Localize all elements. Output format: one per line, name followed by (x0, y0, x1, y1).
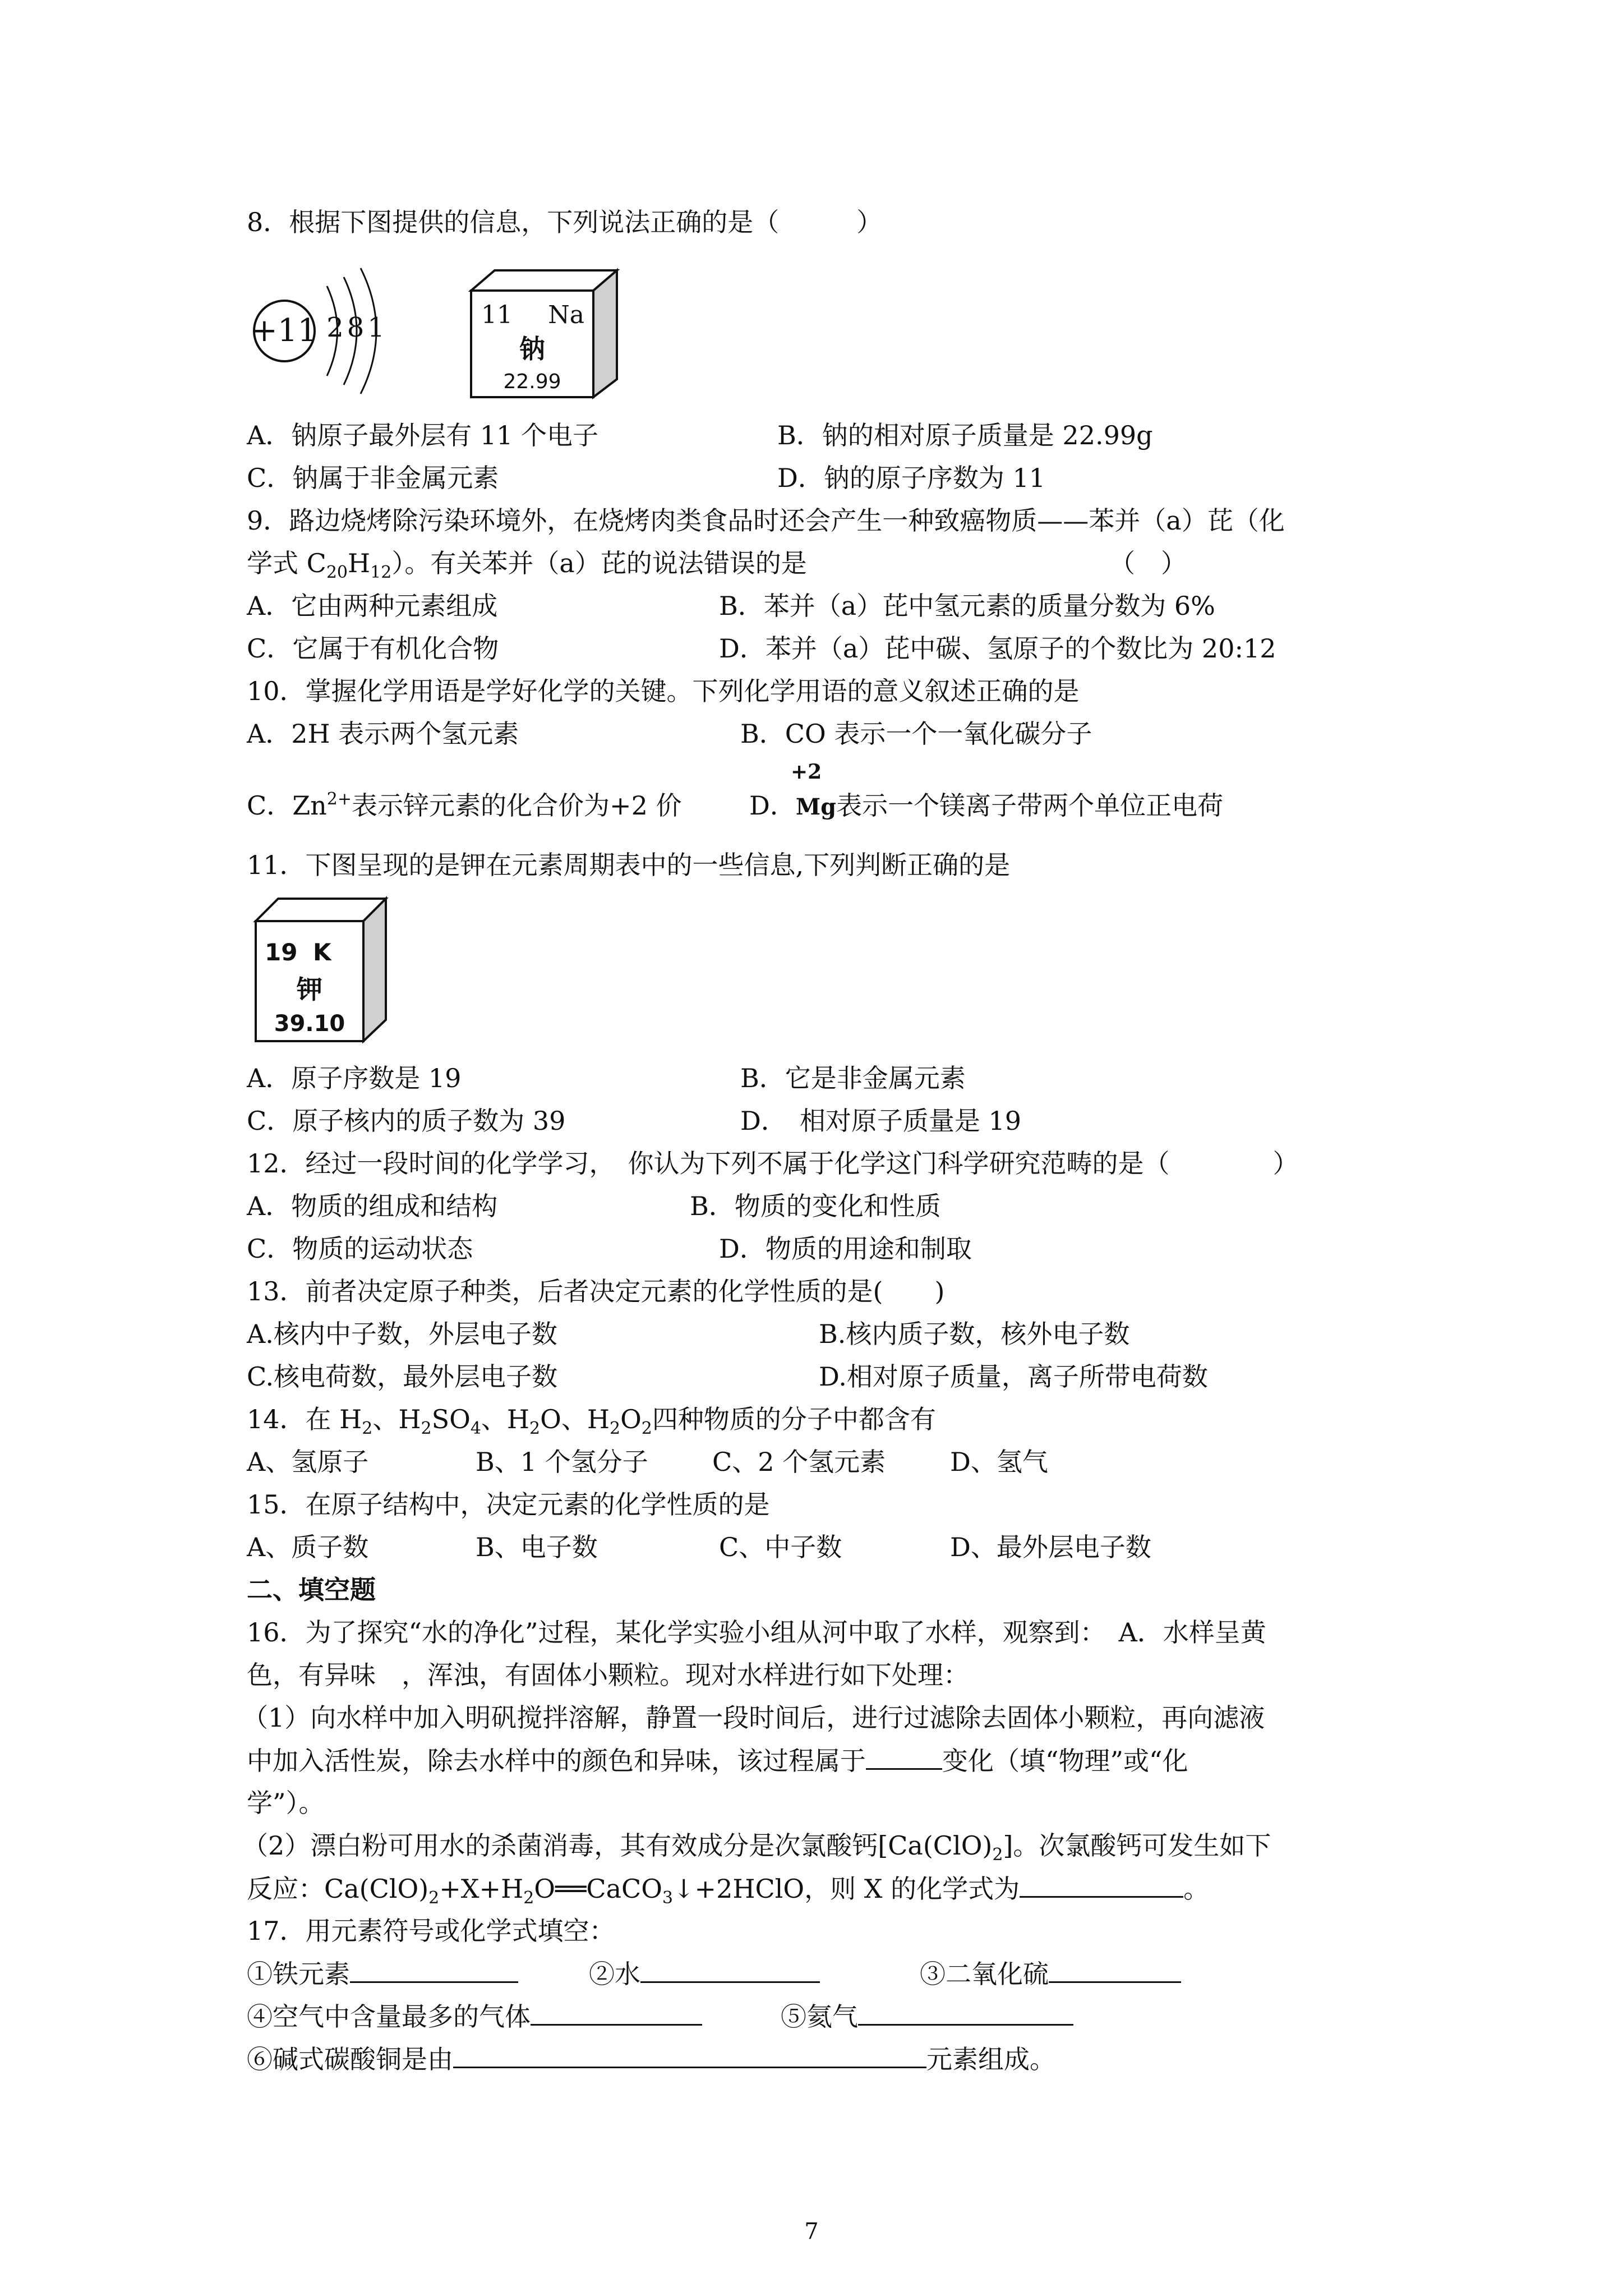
q16-line7 (247, 1871, 1209, 1906)
q14-t1: 、H (372, 1404, 421, 1434)
q11-option-c: C．原子核内的质子数为 39 (247, 1106, 566, 1136)
q10-d-post: 表示一个镁离子带两个单位正电荷 (836, 790, 1224, 821)
q14-t0: 14．在 H (247, 1404, 362, 1434)
q14-s3: 4 (470, 1419, 481, 1438)
q16-l7-a: 反应：Ca(ClO) (247, 1874, 429, 1904)
q17-item-2 (589, 1957, 820, 1991)
atom-nucleus-label: +11 (251, 312, 318, 349)
q16-l4-pre: 中加入活性炭，除去水样中的颜色和异味，该过程属于 (247, 1746, 866, 1776)
q17-item-5 (781, 1999, 1073, 2033)
q16-line2: 色，有异味 ，浑浊，有固体小颗粒。现对水样进行如下处理： (247, 1660, 969, 1690)
q10-d-sym: Mg (795, 794, 837, 820)
q16-l7-end: 。 (1183, 1874, 1210, 1904)
q10-c-pre: C．Zn (247, 790, 327, 821)
q8-option-a: A．钠原子最外层有 11 个电子 (247, 420, 598, 450)
q14-t2: SO (431, 1404, 471, 1434)
q17-blank-4[interactable] (531, 1999, 702, 2026)
q16-line1: 16．为了探究“水的净化”过程，某化学实验小组从河中取了水样，观察到： A．水样呈黄 (247, 1617, 1266, 1648)
q15-option-b: B、电子数 (476, 1532, 598, 1562)
q17-item-1 (247, 1957, 518, 1991)
q16-l6-post: ]。次氯酸钙可发生如下 (1003, 1830, 1271, 1861)
q17-blank-1[interactable] (350, 1957, 518, 1983)
q17-i5-label: ⑤氦气 (781, 2001, 858, 2032)
page-number: 7 (804, 2219, 819, 2244)
q10-option-a: A．2H 表示两个氢元素 (247, 719, 519, 749)
q12-stem: 12．经过一段时间的化学学习， 你认为下列不属于化学这门科学研究范畴的是（ ） (247, 1148, 1299, 1179)
sodium-symbol: Na (548, 301, 584, 329)
q13-option-a: A.核内中子数，外层电子数 (247, 1319, 557, 1349)
q16-l7-s2: 2 (523, 1888, 534, 1908)
q17-blank-6[interactable] (453, 2042, 926, 2068)
q17-i3-label: ③二氧化硫 (920, 1959, 1049, 1989)
q9-stem-line2 (247, 546, 807, 580)
q10-option-c (247, 789, 681, 822)
q13-option-c: C.核电荷数，最外层电子数 (247, 1361, 558, 1392)
q14-s1: 2 (362, 1419, 373, 1438)
q17-blank-3[interactable] (1049, 1957, 1181, 1983)
q17-stem: 17．用元素符号或化学式填空： (247, 1916, 615, 1946)
q17-item-4 (247, 1999, 702, 2033)
q17-i4-label: ④空气中含量最多的气体 (247, 2001, 531, 2032)
q14-s4: 2 (529, 1419, 541, 1438)
q17-i2-label: ②水 (589, 1959, 640, 1989)
q10-d-charge: +2 (791, 760, 822, 784)
sodium-mass: 22.99 (503, 370, 561, 393)
q9-stem-post: ）。有关苯并（a）芘的说法错误的是 (391, 548, 807, 578)
q10-option-d (749, 789, 1223, 824)
q16-l6-pre: （2）漂白粉可用水的杀菌消毒，其有效成分是次氯酸钙[Ca(ClO) (242, 1830, 993, 1861)
q14-option-a: A、氢原子 (247, 1447, 369, 1477)
q14-s2: 2 (421, 1419, 432, 1438)
sodium-name: 钠 (519, 334, 545, 364)
q15-option-a: A、质子数 (247, 1532, 369, 1562)
potassium-number: 19 (265, 938, 298, 966)
q17-i1-label: ①铁元素 (247, 1959, 350, 1989)
q10-d-pre: D． (749, 790, 796, 821)
q12-option-b: B．物质的变化和性质 (690, 1191, 941, 1221)
q9-sub-20: 20 (326, 563, 348, 582)
q14-post: 四种物质的分子中都含有 (652, 1404, 936, 1434)
q14-t5: O (620, 1404, 642, 1434)
q9-sub-12: 12 (370, 563, 392, 582)
q16-blank-2[interactable] (1020, 1871, 1183, 1898)
q8-stem: 8．根据下图提供的信息，下列说法正确的是（ ） (247, 207, 883, 237)
q10-c-sup: 2+ (326, 789, 352, 809)
q16-line4 (247, 1743, 1188, 1778)
q12-option-c: C．物质的运动状态 (247, 1234, 473, 1264)
sodium-atom-diagram (250, 259, 407, 399)
q14-t4: O、H (540, 1404, 610, 1434)
q9-answer-paren: （ ） (1109, 548, 1187, 578)
q16-line3: （1）向水样中加入明矾搅拌溶解，静置一段时间后，进行过滤除去固体小颗粒，再向滤液 (242, 1703, 1265, 1733)
q17-blank-2[interactable] (640, 1957, 820, 1983)
q14-option-c: C、2 个氢元素 (712, 1447, 886, 1477)
q9-stem-pre: 学式 C (247, 548, 326, 578)
q11-option-b: B．它是非金属元素 (740, 1063, 966, 1093)
q10-option-b: B．CO 表示一个一氧化碳分子 (740, 719, 1092, 749)
q12-option-d: D．物质的用途和制取 (719, 1234, 972, 1264)
q14-s6: 2 (641, 1419, 652, 1438)
q15-option-d: D、最外层电子数 (950, 1532, 1151, 1562)
q16-l7-s1: 2 (428, 1888, 440, 1908)
q15-stem: 15．在原子结构中，决定元素的化学性质的是 (247, 1489, 770, 1520)
sodium-number: 11 (481, 301, 513, 329)
q17-item-6 (247, 2042, 1055, 2076)
q14-t3: 、H (481, 1404, 530, 1434)
q16-l7-b: +X+H (439, 1874, 524, 1904)
q16-l7-c: O══CaCO (534, 1874, 662, 1904)
q10-c-post: 表示锌元素的化合价为+2 价 (352, 790, 682, 821)
q17-item-3 (920, 1957, 1181, 1991)
q13-option-d: D.相对原子质量，离子所带电荷数 (819, 1361, 1208, 1392)
q9-option-a: A．它由两种元素组成 (247, 591, 498, 621)
q10-stem: 10．掌握化学用语是学好化学的关键。下列化学用语的意义叙述正确的是 (247, 676, 1080, 706)
q8-option-b: B．钠的相对原子质量是 22.99g (777, 420, 1153, 450)
q8-option-d: D．钠的原子序数为 11 (777, 463, 1046, 493)
q11-option-d: D． 相对原子质量是 19 (740, 1106, 1022, 1136)
potassium-element-card (251, 894, 397, 1045)
q9-stem-line1: 9．路边烧烤除污染环境外，在烧烤肉类食品时还会产生一种致癌物质——苯并（a）芘（化 (247, 505, 1285, 536)
q17-i6-post: 元素组成。 (926, 2044, 1055, 2074)
sodium-element-card (465, 267, 634, 402)
q11-option-a: A．原子序数是 19 (247, 1063, 462, 1093)
q12-option-a: A．物质的组成和结构 (247, 1191, 498, 1221)
q9-h: H (348, 548, 371, 578)
potassium-name: 钾 (297, 974, 322, 1005)
q16-line5: 学”）。 (247, 1788, 325, 1818)
q17-i6-pre: ⑥碱式碳酸铜是由 (247, 2044, 453, 2074)
q16-l7-d: ↓+2HClO，则 X 的化学式为 (673, 1874, 1020, 1904)
q15-option-c: C、中子数 (719, 1532, 842, 1562)
q14-option-b: B、1 个氢分子 (476, 1447, 648, 1477)
q16-blank-1[interactable] (866, 1743, 942, 1770)
potassium-mass: 39.10 (274, 1011, 345, 1037)
q16-line6 (242, 1829, 1271, 1865)
q16-l7-s3: 3 (662, 1888, 674, 1908)
section-heading: 二、填空题 (247, 1575, 376, 1605)
q8-option-c: C．钠属于非金属元素 (247, 463, 499, 493)
q13-option-b: B.核内质子数，核外电子数 (819, 1319, 1130, 1349)
q9-option-b: B．苯并（a）芘中氢元素的质量分数为 6% (719, 591, 1215, 621)
q9-option-c: C．它属于有机化合物 (247, 633, 499, 664)
q16-l6-sub: 2 (992, 1845, 1003, 1865)
q17-blank-5[interactable] (858, 1999, 1073, 2026)
potassium-symbol: K (313, 938, 331, 966)
q14-stem (247, 1402, 936, 1436)
q9-option-d: D．苯并（a）芘中碳、氢原子的个数比为 20:12 (719, 633, 1276, 664)
q14-option-d: D、氢气 (950, 1447, 1048, 1477)
q11-stem: 11．下图呈现的是钾在元素周期表中的一些信息,下列判断正确的是 (247, 850, 1011, 880)
atom-shells-label: 281 (326, 312, 388, 343)
q14-s5: 2 (609, 1419, 621, 1438)
q13-stem: 13．前者决定原子种类，后者决定元素的化学性质的是( ) (247, 1276, 945, 1306)
q16-l4-post: 变化（填“物理”或“化 (942, 1746, 1188, 1776)
